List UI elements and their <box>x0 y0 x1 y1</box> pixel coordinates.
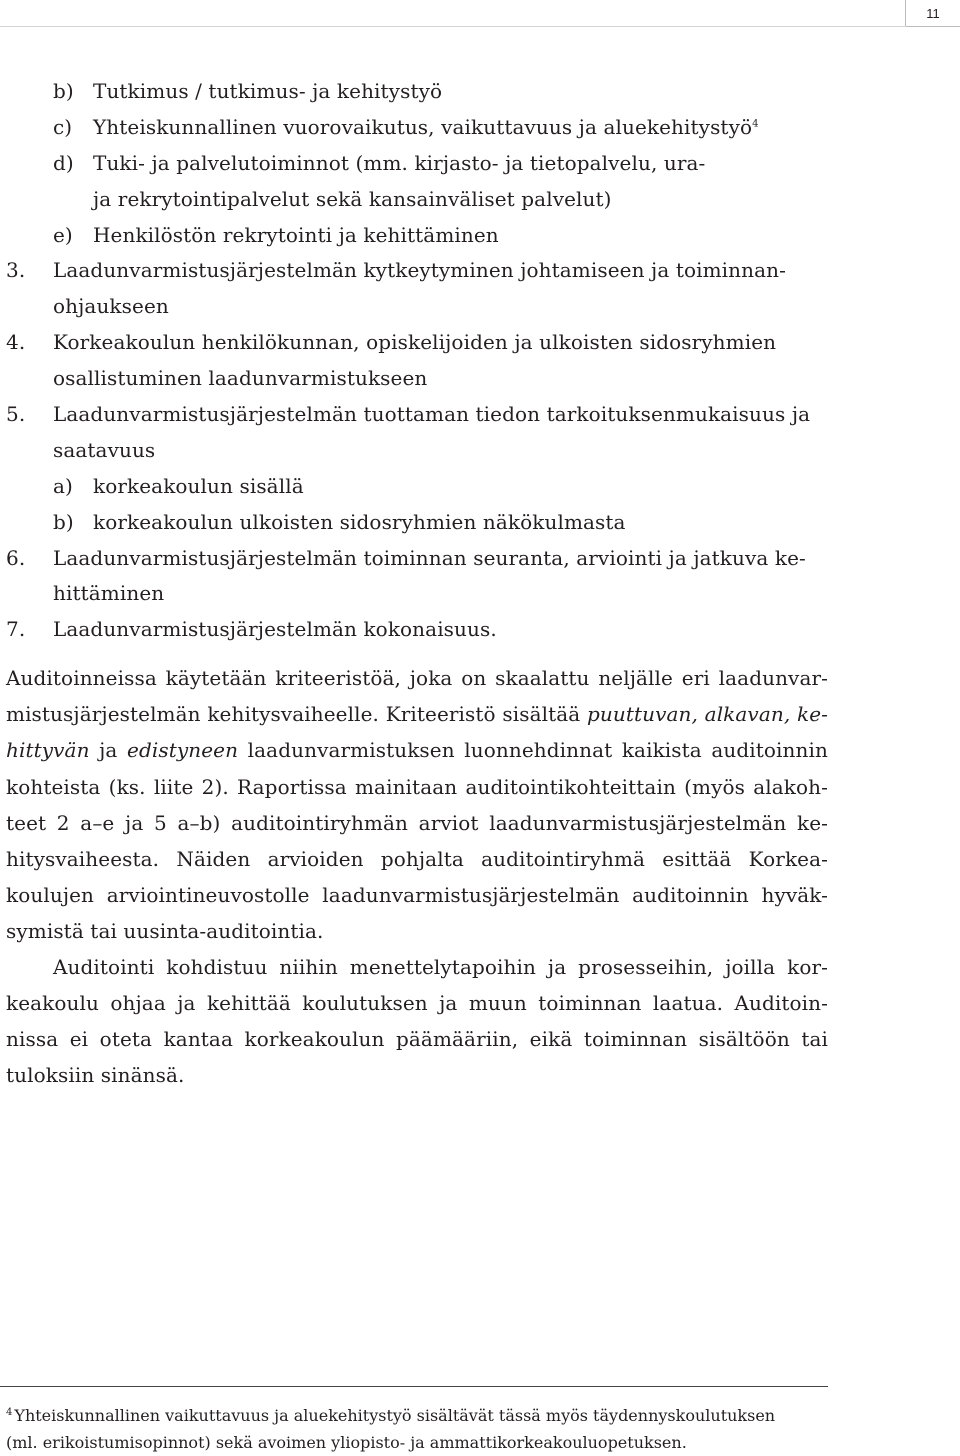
list-item <box>6 397 828 433</box>
list-item-text: korkeakoulun sisällä <box>93 473 304 498</box>
list-marker: 6. <box>6 545 26 570</box>
list-item-text: Laadunvarmistusjärjestelmän toiminnan seuranta, arviointi ja jatkuva ke- <box>53 545 806 570</box>
list-item <box>6 505 828 541</box>
paragraph-line: nissa ei oteta kantaa korkeakoulun päämääriin, eikä toiminnan sisältöön tai <box>6 1027 828 1052</box>
paragraph-italic-text: hittyvän <box>6 738 90 763</box>
list-item-text: ja rekrytointipalvelut sekä kansainväliset palvelut) <box>93 186 612 211</box>
list-item-continuation <box>6 361 828 397</box>
list-item-text: Tutkimus / tutkimus- ja kehitystyö <box>93 79 443 103</box>
list-marker: b) <box>53 509 74 534</box>
footnote-line <box>6 1402 828 1429</box>
footnote <box>6 1402 828 1456</box>
paragraph-line: tuloksiin sinänsä. <box>6 1063 185 1088</box>
list-marker: c) <box>53 114 73 139</box>
list-marker: 3. <box>6 258 26 283</box>
list-item <box>6 325 828 361</box>
list-item <box>6 469 828 505</box>
list-item-continuation <box>6 433 828 469</box>
footnote-rule <box>0 1386 828 1387</box>
paragraph-text: mistusjärjestelmän kehitysvaiheelle. Kriteeristö sisältää <box>6 702 587 727</box>
footnote-line: (ml. erikoistumisopinnot) sekä avoimen yliopisto- ja ammattikorkeakouluopetuksen. <box>6 1433 687 1452</box>
list-item-text: Korkeakoulun henkilökunnan, opiskelijoiden ja ulkoisten sidosryhmien <box>53 330 777 355</box>
list-item <box>6 218 828 254</box>
paragraph-line: Auditointi kohdistuu niihin menettelytapoihin ja prosesseihin, joilla kor- <box>53 955 828 979</box>
list-marker: 4. <box>6 330 26 355</box>
paragraph-italic-text: puuttuvan, alkavan, ke- <box>587 702 828 727</box>
list-item-text: ohjaukseen <box>53 294 169 319</box>
list-marker: 5. <box>6 402 26 427</box>
footnote-text: Yhteiskunnallinen vaikuttavuus ja aluekehitystyö sisältävät tässä myös täydennyskoulutuksen <box>14 1406 776 1425</box>
list-marker: a) <box>53 473 73 498</box>
list-item <box>6 74 828 110</box>
paragraph-text: ja <box>89 738 128 763</box>
list-item-text: Tuki- ja palvelutoiminnot (mm. kirjasto- ja tietopalvelu, ura- <box>93 150 706 175</box>
list-item <box>6 612 828 648</box>
list-item-text: Laadunvarmistusjärjestelmän tuottaman tiedon tarkoituksenmukaisuus ja <box>53 402 811 427</box>
paragraph-line: hitysvaiheesta. Näiden arvioiden pohjalta auditointiryhmä esittää Korkea- <box>6 846 828 871</box>
paragraph-line: symistä tai uusinta-auditointia. <box>6 918 324 943</box>
list-item <box>6 110 828 146</box>
footnote-mark: 4 <box>6 1406 13 1418</box>
list-item-continuation <box>6 182 828 218</box>
page-number <box>905 0 960 27</box>
footnote-reference[interactable]: 4 <box>752 118 759 130</box>
paragraph-line <box>6 696 828 732</box>
paragraph-italic-text: edistyneen <box>127 738 239 763</box>
list-item-text: Henkilöstön rekrytointi ja kehittäminen <box>93 222 499 247</box>
paragraph-text: laadunvarmistuksen luonnehdinnat kaikista auditoinnin <box>238 738 828 763</box>
list-marker: 7. <box>6 617 26 642</box>
list-item-text: Laadunvarmistusjärjestelmän kytkeytyminen johtamiseen ja toiminnan- <box>53 258 786 283</box>
list-item <box>6 146 828 182</box>
list-item <box>6 253 828 289</box>
list-marker: d) <box>53 150 74 175</box>
list-item-continuation <box>6 289 828 325</box>
paragraph-line: keakoulu ohjaa ja kehittää koulutuksen ja muun toiminnan laatua. Auditoin- <box>6 991 828 1016</box>
list-item-text: Yhteiskunnallinen vuorovaikutus, vaikuttavuus ja aluekehitystyö <box>93 114 753 139</box>
paragraph-line: koulujen arviointineuvostolle laadunvarmistusjärjestelmän auditoinnin hyväk- <box>6 882 828 907</box>
list-item-text: Laadunvarmistusjärjestelmän kokonaisuus. <box>53 617 497 642</box>
page-number-text: 11 <box>926 5 940 21</box>
list-item-text: hittäminen <box>53 581 165 606</box>
list-item <box>6 541 828 577</box>
body-paragraph <box>6 949 828 1093</box>
body-paragraph <box>6 660 828 949</box>
list-marker: b) <box>53 79 74 103</box>
paragraph-line: Auditoinneissa käytetään kriteeristöä, joka on skaalattu neljälle eri laadunvar- <box>6 666 828 691</box>
list-item-text: saatavuus <box>53 437 156 462</box>
list-item-continuation <box>6 576 828 612</box>
list-item-text: osallistuminen laadunvarmistukseen <box>53 366 428 391</box>
criteria-list <box>6 74 828 648</box>
paragraph-line: kohteista (ks. liite 2). Raportissa mainitaan auditointikohteittain (myös alakoh- <box>6 774 828 799</box>
list-marker: e) <box>53 222 73 247</box>
header-rule <box>0 26 906 27</box>
paragraph-line <box>6 732 828 768</box>
paragraph-spacer <box>6 648 828 660</box>
paragraph-line: teet 2 a–e ja 5 a–b) auditointiryhmän arviot laadunvarmistusjärjestelmän ke- <box>6 810 828 835</box>
page-content <box>6 74 828 1093</box>
list-item-text: korkeakoulun ulkoisten sidosryhmien näkökulmasta <box>93 509 626 534</box>
